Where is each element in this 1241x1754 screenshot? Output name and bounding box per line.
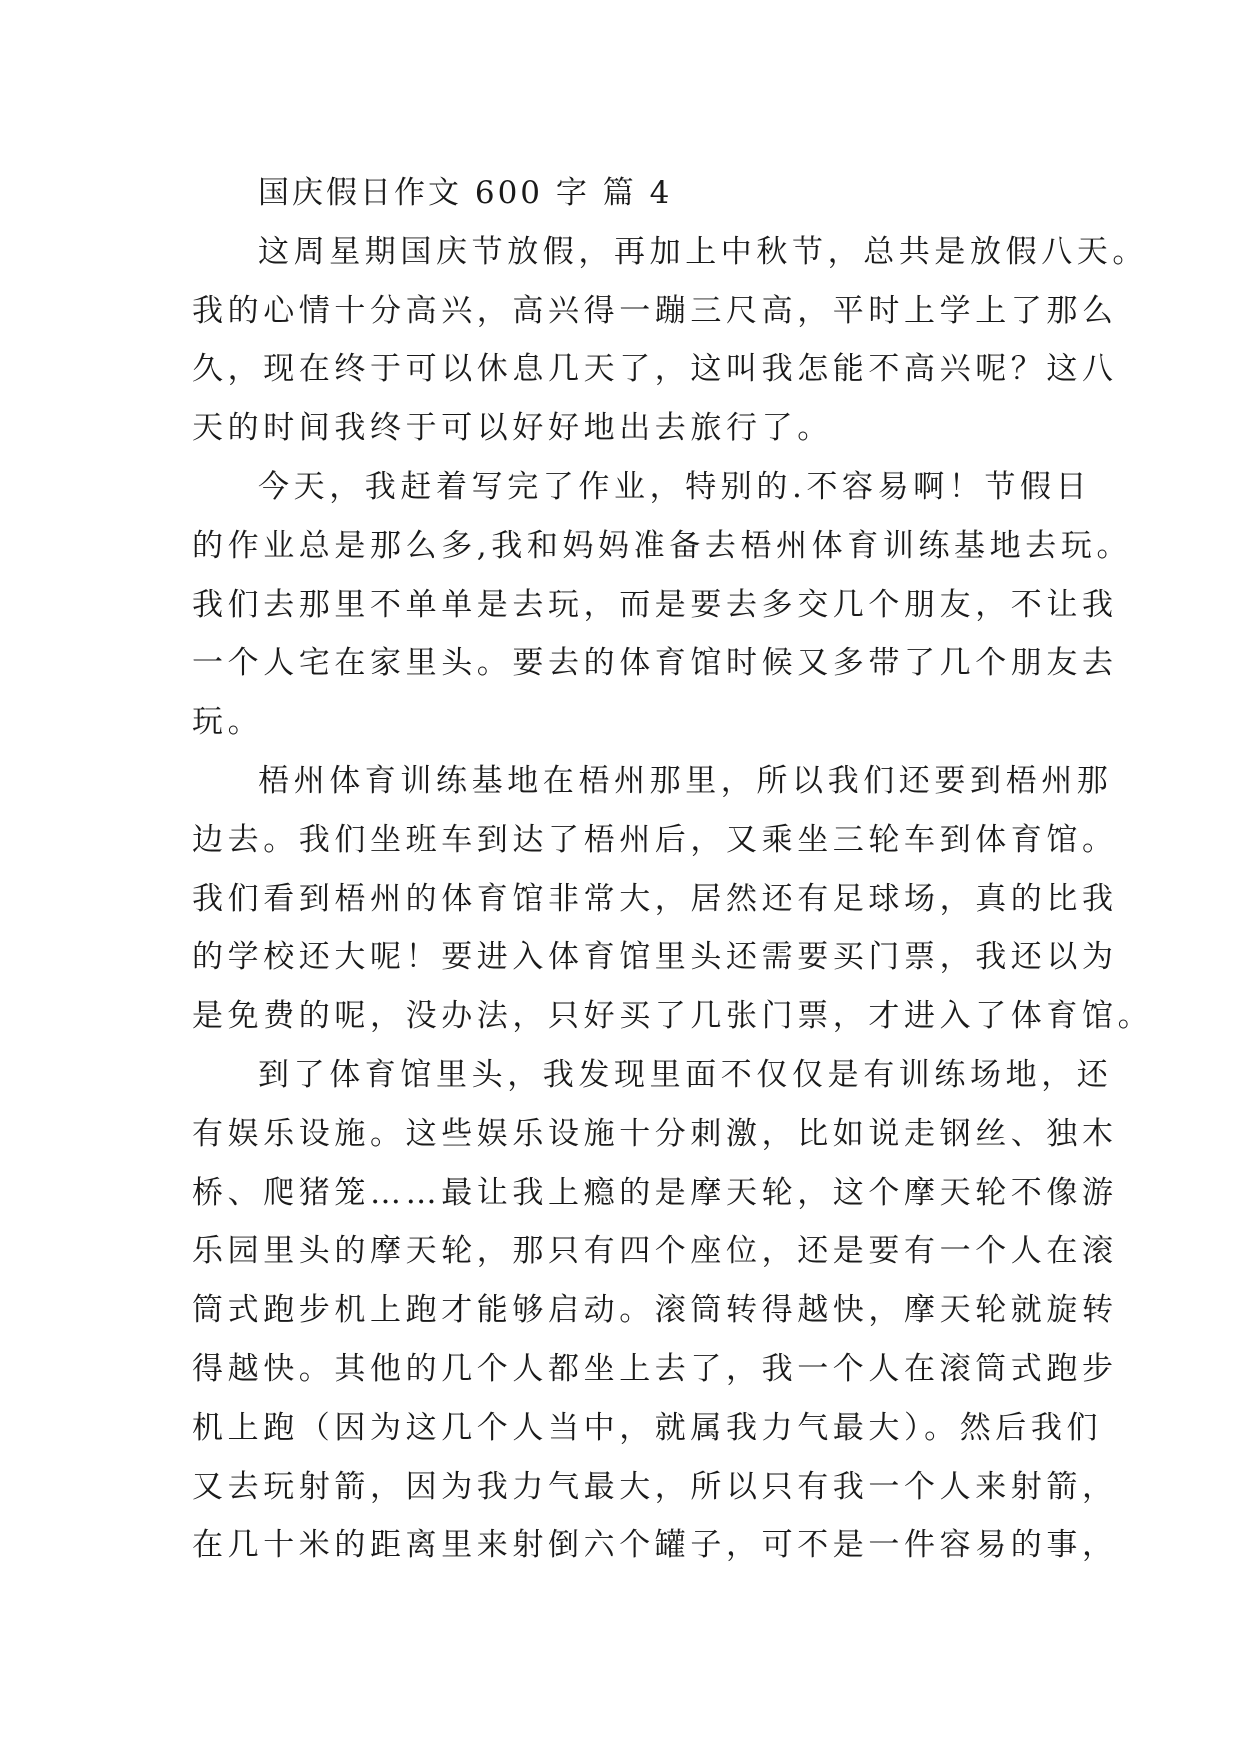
paragraph-line: 桥、爬猪笼……最让我上瘾的是摩天轮，这个摩天轮不像游 (192, 1174, 1118, 1211)
paragraph-line: 机上跑（因为这几个人当中，就属我力气最大）。然后我们 (192, 1409, 1103, 1446)
paragraph-line: 这周星期国庆节放假，再加上中秋节，总共是放假八天。 (258, 233, 1148, 270)
paragraph-line: 的学校还大呢！要进入体育馆里头还需要买门票，我还以为 (192, 939, 1118, 976)
paragraph-1 (192, 223, 1148, 458)
paragraph-line: 乐园里头的摩天轮，那只有四个座位，还是要有一个人在滚 (192, 1233, 1118, 1270)
paragraph-line: 我的心情十分高兴，高兴得一蹦三尺高，平时上学上了那么 (192, 292, 1118, 329)
paragraph-line: 得越快。其他的几个人都坐上去了，我一个人在滚筒式跑步 (192, 1350, 1118, 1387)
paragraph-line: 今天，我赶着写完了作业，特别的.不容易啊！节假日 (258, 468, 1092, 505)
paragraph-line: 到了体育馆里头，我发现里面不仅仅是有训练场地，还 (258, 1056, 1113, 1093)
paragraph-line: 我们看到梧州的体育馆非常大，居然还有足球场，真的比我 (192, 880, 1118, 917)
document-title: 国庆假日作文 600 字 篇 4 (258, 175, 673, 211)
paragraph-line: 边去。我们坐班车到达了梧州后，又乘坐三轮车到体育馆。 (192, 821, 1118, 858)
paragraph-line: 是免费的呢，没办法，只好买了几张门票，才进入了体育馆。 (192, 998, 1154, 1035)
paragraph-2 (192, 458, 1133, 752)
paragraph-line: 天的时间我终于可以好好地出去旅行了。 (192, 410, 833, 447)
paragraph-line: 在几十米的距离里来射倒六个罐子，可不是一件容易的事， (192, 1527, 1118, 1564)
paragraph-line: 梧州体育训练基地在梧州那里，所以我们还要到梧州那 (258, 762, 1113, 799)
paragraph-3 (192, 752, 1154, 1046)
paragraph-line: 筒式跑步机上跑才能够启动。滚筒转得越快，摩天轮就旋转 (192, 1292, 1118, 1329)
paragraph-line: 的作业总是那么多,我和妈妈准备去梧州体育训练基地去玩。 (192, 527, 1133, 564)
paragraph-line: 又去玩射箭，因为我力气最大，所以只有我一个人来射箭， (192, 1468, 1118, 1505)
paragraph-4 (192, 1046, 1118, 1575)
paragraph-line: 玩。 (192, 704, 264, 741)
paragraph-line: 一个人宅在家里头。要去的体育馆时候又多带了几个朋友去 (192, 645, 1118, 682)
paragraph-line: 久，现在终于可以休息几天了，这叫我怎能不高兴呢？这八 (192, 351, 1118, 388)
document-body (192, 164, 1154, 1575)
paragraph-line: 我们去那里不单单是去玩，而是要去多交几个朋友，不让我 (192, 586, 1118, 623)
paragraph-line: 有娱乐设施。这些娱乐设施十分刺激，比如说走钢丝、独木 (192, 1115, 1118, 1152)
